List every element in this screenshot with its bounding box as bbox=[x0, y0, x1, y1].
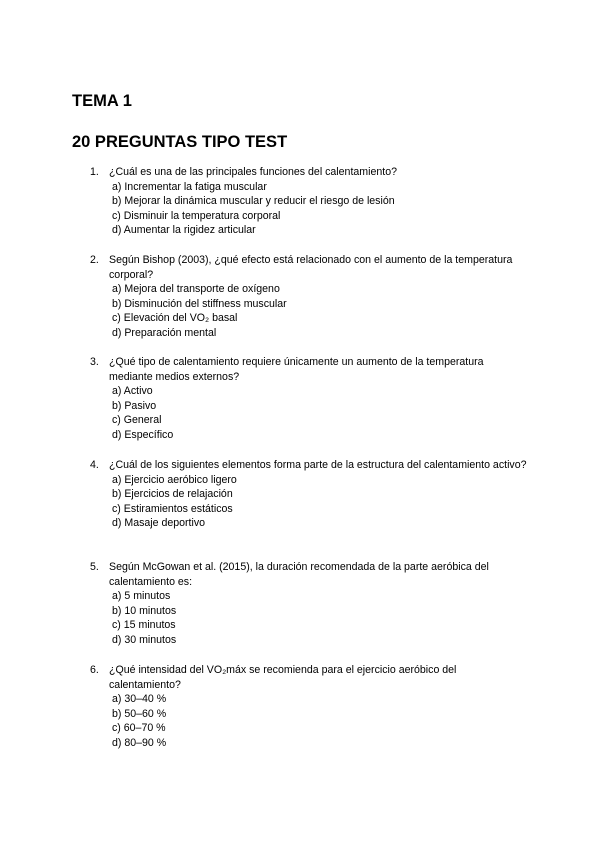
option-d: d) 80–90 % bbox=[112, 736, 167, 749]
document-subtitle: 20 PREGUNTAS TIPO TEST bbox=[72, 133, 288, 151]
option-b: b) 50–60 % bbox=[112, 707, 167, 720]
question-1 bbox=[90, 165, 530, 238]
question-text: ¿Qué intensidad del VO₂máx se recomienda para el ejercicio aeróbico del calentamiento? bbox=[109, 664, 457, 691]
option-c: c) 15 minutos bbox=[112, 619, 176, 632]
option-d: d) Aumentar la rigidez articular bbox=[112, 224, 256, 237]
question-number: 1. bbox=[90, 166, 99, 178]
option-c: c) Disminuir la temperatura corporal bbox=[112, 209, 281, 222]
options-list bbox=[112, 692, 530, 750]
option-a: a) Ejercicio aeróbico ligero bbox=[112, 473, 237, 486]
question-number: 5. bbox=[90, 561, 99, 573]
options-list bbox=[112, 589, 530, 647]
question-5 bbox=[90, 560, 530, 648]
option-c: c) Elevación del VO₂ basal bbox=[112, 312, 238, 325]
question-4 bbox=[90, 458, 530, 531]
question-3 bbox=[90, 355, 530, 443]
question-number: 6. bbox=[90, 664, 99, 676]
option-b: b) Mejorar la dinámica muscular y reducir el riesgo de lesión bbox=[112, 195, 395, 208]
question-text: ¿Qué tipo de calentamiento requiere únicamente un aumento de la temperatura mediante medios externos? bbox=[109, 356, 484, 383]
option-a: a) Activo bbox=[112, 385, 153, 398]
question-text: Según McGowan et al. (2015), la duración recomendada de la parte aeróbica del calentamiento es: bbox=[109, 561, 489, 588]
option-c: c) Estiramientos estáticos bbox=[112, 502, 233, 515]
option-a: a) 30–40 % bbox=[112, 693, 167, 706]
option-d: d) Preparación mental bbox=[112, 326, 217, 339]
option-b: b) 10 minutos bbox=[112, 604, 177, 617]
question-number: 2. bbox=[90, 254, 99, 266]
document-title: TEMA 1 bbox=[72, 92, 132, 110]
option-d: d) 30 minutos bbox=[112, 633, 177, 646]
options-list bbox=[112, 384, 530, 442]
question-number: 4. bbox=[90, 459, 99, 471]
option-b: b) Ejercicios de relajación bbox=[112, 488, 233, 501]
question-2 bbox=[90, 253, 530, 341]
question-text: ¿Cuál es una de las principales funciones del calentamiento? bbox=[109, 166, 397, 178]
option-c: c) 60–70 % bbox=[112, 722, 166, 735]
option-d: d) Específico bbox=[112, 428, 174, 441]
option-a: a) Mejora del transporte de oxígeno bbox=[112, 283, 280, 296]
options-list bbox=[112, 180, 530, 238]
option-b: b) Disminución del stiffness muscular bbox=[112, 297, 287, 310]
question-6 bbox=[90, 663, 530, 751]
option-d: d) Masaje deportivo bbox=[112, 517, 206, 530]
options-list bbox=[112, 282, 530, 340]
option-a: a) Incrementar la fatiga muscular bbox=[112, 180, 267, 193]
option-a: a) 5 minutos bbox=[112, 590, 171, 603]
question-number: 3. bbox=[90, 356, 99, 368]
question-text: Según Bishop (2003), ¿qué efecto está relacionado con el aumento de la temperatura corporal? bbox=[109, 254, 513, 281]
option-b: b) Pasivo bbox=[112, 399, 157, 412]
options-list bbox=[112, 473, 530, 531]
option-c: c) General bbox=[112, 414, 162, 427]
question-text: ¿Cuál de los siguientes elementos forma parte de la estructura del calentamiento activo? bbox=[109, 459, 527, 471]
